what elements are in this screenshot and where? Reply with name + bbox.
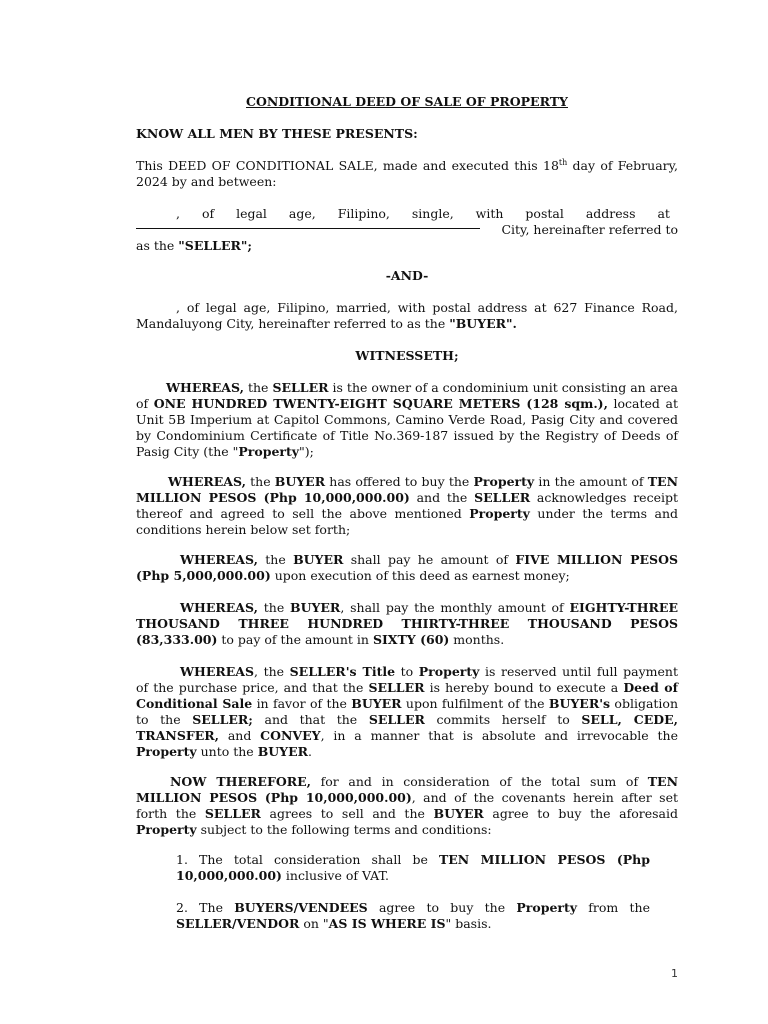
bold-text-run: CONVEY: [260, 728, 321, 743]
seller-as-the: as the: [136, 238, 179, 253]
bold-text-run: SELLER: [368, 712, 425, 727]
page-number: 1: [671, 967, 678, 980]
bold-text-run: Property: [516, 900, 578, 915]
text-run: the: [257, 552, 294, 567]
text-run: .: [308, 744, 312, 759]
text-run: and the: [409, 490, 475, 505]
intro-paragraph: [136, 158, 678, 190]
bold-text-run: SELLER: [272, 380, 329, 395]
bold-text-run: Property: [473, 474, 535, 489]
text-run: agrees to sell and the: [260, 806, 434, 821]
bold-text-run: SELLER's Title: [289, 664, 396, 679]
bold-text-run: SIXTY (60): [372, 632, 450, 647]
text-run: agree to buy the: [367, 900, 517, 915]
bold-text-run: SELLER/VENDOR: [176, 916, 300, 931]
seller-address-blank: [136, 228, 480, 229]
bold-text-run: WHEREAS,: [166, 380, 244, 395]
bold-text-run: SELLER;: [192, 712, 253, 727]
bold-text-run: ONE HUNDRED TWENTY-EIGHT SQUARE METERS (128 sqm.),: [153, 396, 608, 411]
seller-line-1: , of legal age, Filipino, single, with postal address at: [176, 206, 670, 221]
whereas-paragraph-4: [136, 600, 678, 648]
bold-text-run: SELLER: [474, 490, 531, 505]
bold-text-run: BUYER's: [548, 696, 611, 711]
bold-text-run: SELL, CEDE, TRANSFER,: [136, 712, 678, 743]
text-run: subject to the following terms and conditions:: [196, 822, 492, 837]
text-run: , and of the covenants herein after set forth the: [136, 790, 678, 821]
bold-text-run: BUYERS/VENDEES: [234, 900, 368, 915]
bold-text-run: WHEREAS,: [180, 600, 258, 615]
intro-text-a: This DEED OF CONDITIONAL SALE, made and executed this 18: [136, 158, 559, 173]
text-run: agree to buy the aforesaid: [483, 806, 679, 821]
term-item-1: [176, 852, 650, 884]
text-run: shall pay he amount of: [343, 552, 516, 567]
seller-designation: "SELLER";: [178, 238, 252, 253]
bold-text-run: WHEREAS: [180, 664, 255, 679]
buyer-text: , of legal age, Filipino, married, with postal address at 627 Finance Road, Mandaluyong City, hereinafter referred to as the: [136, 300, 678, 331]
text-run: the: [257, 600, 291, 615]
bold-text-run: Property: [136, 822, 197, 837]
whereas-paragraph-1: [136, 380, 678, 460]
intro-text-b: day of February, 2024 by and between:: [136, 158, 678, 189]
buyer-designation: "BUYER".: [449, 316, 517, 331]
text-run: upon execution of this deed as earnest money;: [270, 568, 570, 583]
text-run: is the owner of a condominium unit consisting an area of: [136, 380, 678, 411]
seller-line-3: [136, 238, 678, 254]
text-run: is hereby bound to execute a: [424, 680, 624, 695]
whereas-paragraph-2: [136, 474, 678, 538]
text-run: 2. The: [176, 900, 235, 915]
seller-line-2: City, hereinafter referred to: [501, 222, 678, 237]
text-run: the: [245, 474, 275, 489]
text-run: 1. The total consideration shall be: [176, 852, 439, 867]
witnesseth-heading: WITNESSETH;: [355, 348, 459, 363]
and-separator: -AND-: [385, 268, 429, 283]
text-run: on ": [299, 916, 329, 931]
bold-text-run: Deed of Conditional Sale: [136, 680, 679, 711]
document-title: CONDITIONAL DEED OF SALE OF PROPERTY: [246, 94, 568, 109]
text-run: inclusive of VAT.: [281, 868, 389, 883]
text-run: obligation to the: [136, 696, 678, 727]
bold-text-run: SELLER: [204, 806, 261, 821]
text-run: " basis.: [445, 916, 492, 931]
text-run: commits herself to: [424, 712, 582, 727]
text-run: to pay of the amount in: [217, 632, 373, 647]
text-run: for and in consideration of the total sum of: [310, 774, 648, 789]
text-run: , the: [254, 664, 290, 679]
bold-text-run: FIVE MILLION PESOS (Php 5,000,000.00): [136, 552, 678, 583]
text-run: and: [218, 728, 261, 743]
text-run: months.: [449, 632, 505, 647]
bold-text-run: BUYER: [290, 600, 341, 615]
bold-text-run: BUYER: [293, 552, 344, 567]
text-run: unto the: [196, 744, 258, 759]
bold-text-run: BUYER: [433, 806, 484, 821]
text-run: to: [395, 664, 419, 679]
bold-text-run: Property: [136, 744, 197, 759]
bold-text-run: NOW THEREFORE,: [170, 774, 311, 789]
bold-text-run: TEN MILLION PESOS (Php 10,000,000.00): [176, 852, 650, 883]
buyer-paragraph: [136, 300, 678, 332]
text-run: upon fulfilment of the: [401, 696, 549, 711]
text-run: ");: [299, 444, 314, 459]
bold-text-run: Property: [469, 506, 530, 521]
text-run: under the terms and conditions herein below set forth;: [136, 506, 679, 537]
text-run: , in a manner that is absolute and irrevocable the: [320, 728, 678, 743]
text-run: has offered to buy the: [325, 474, 474, 489]
text-run: , shall pay the monthly amount of: [340, 600, 570, 615]
bold-text-run: WHEREAS,: [180, 552, 258, 567]
text-run: acknowledges receipt thereof and agreed to sell the above mentioned: [136, 490, 678, 521]
now-therefore-paragraph: [136, 774, 678, 838]
intro-superscript: th: [558, 157, 568, 167]
bold-text-run: BUYER: [351, 696, 402, 711]
bold-text-run: TEN MILLION PESOS (Php 10,000,000.00): [136, 774, 678, 805]
bold-text-run: TEN MILLION PESOS (Php 10,000,000.00): [136, 474, 678, 505]
bold-text-run: EIGHTY-THREE THOUSAND THREE HUNDRED THIRTY-THREE THOUSAND PESOS (83,333.00): [136, 600, 678, 647]
term-item-2: [176, 900, 650, 932]
text-run: in the amount of: [534, 474, 648, 489]
bold-text-run: WHEREAS,: [168, 474, 246, 489]
bold-text-run: AS IS WHERE IS: [328, 916, 446, 931]
text-run: and that the: [252, 712, 369, 727]
bold-text-run: Property: [238, 444, 300, 459]
text-run: located at Unit 5B Imperium at Capitol Commons, Camino Verde Road, Pasig City and covered by Condominium Certificate of Title No.369-187 issued by the Registry of Deeds of Pasig City (the ": [136, 396, 678, 459]
text-run: is reserved until full payment of the purchase price, and that the: [136, 664, 678, 695]
whereas-paragraph-5: [136, 664, 678, 760]
whereas-paragraph-3: [136, 552, 678, 584]
know-all-heading: KNOW ALL MEN BY THESE PRESENTS:: [136, 126, 418, 141]
bold-text-run: SELLER: [368, 680, 425, 695]
text-run: from the: [577, 900, 650, 915]
text-run: in favor of the: [252, 696, 352, 711]
bold-text-run: BUYER: [257, 744, 308, 759]
bold-text-run: BUYER: [274, 474, 326, 489]
text-run: the: [243, 380, 273, 395]
bold-text-run: Property: [418, 664, 480, 679]
